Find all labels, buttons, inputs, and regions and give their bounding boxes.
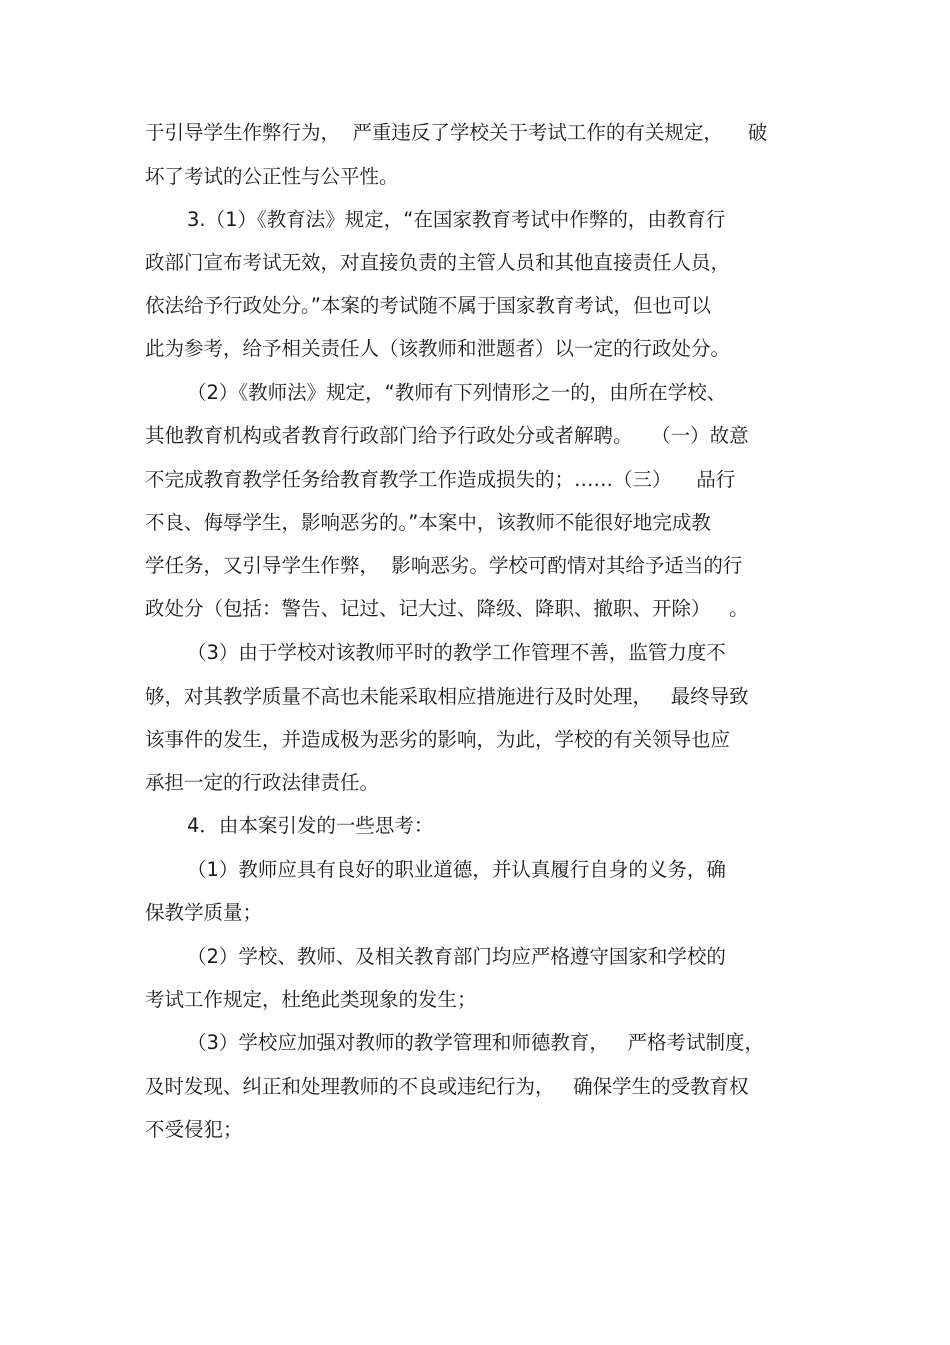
text-line: 学任务，又引导学生作弊， 影响恶劣。学校可酌情对其给予适当的行 [145,554,743,577]
text-line: 该事件的发生，并造成极为恶劣的影响，为此，学校的有关领导也应 [145,728,731,751]
text-line: 够，对其教学质量不高也未能采取相应措施进行及时处理， 最终导致 [145,685,749,708]
text-line: 3.（1）《教育法》规定，“在国家教育考试中作弊的，由教育行 [187,208,726,231]
text-line: 其他教育机构或者教育行政部门给予行政处分或者解聘。 （一）故意 [145,424,749,447]
text-line: 承担一定的行政法律责任。 [145,771,380,794]
text-line: 此为参考，给予相关责任人（该教师和泄题者）以一定的行政处分。 [145,337,731,360]
text-line: 4．由本案引发的一些思考： [187,814,434,837]
text-line: 考试工作规定，杜绝此类现象的发生； [145,988,477,1011]
text-line: 不完成教育教学任务给教育教学工作造成损失的；……（三） 品行 [145,468,736,491]
text-line: 坏了考试的公正性与公平性。 [145,165,399,188]
text-line: 政部门宣布考试无效，对直接负责的主管人员和其他直接责任人员， [145,251,731,274]
text-line: （1）教师应具有良好的职业道德，并认真履行自身的义务，确 [187,858,726,881]
text-line: 依法给予行政处分。”本案的考试随不属于国家教育考试，但也可以 [145,294,711,317]
text-line: 政处分（包括：警告、记过、记大过、降级、降职、撤职、开除） 。 [145,597,749,620]
text-line: （3）学校应加强对教师的教学管理和师德教育， 严格考试制度， [187,1031,765,1054]
text-line: 保教学质量； [145,901,263,924]
text-line: （2）学校、教师、及相关教育部门均应严格遵守国家和学校的 [187,945,726,968]
text-line: 及时发现、纠正和处理教师的不良或违纪行为， 确保学生的受教育权 [145,1075,749,1098]
text-line: （2）《教师法》规定，“教师有下列情形之一的，由所在学校、 [187,381,727,404]
text-line: 不受侵犯； [145,1118,243,1141]
text-line: 于引导学生作弊行为， 严重违反了学校关于考试工作的有关规定， 破 [145,121,768,144]
text-line: 不良、侮辱学生，影响恶劣的。”本案中，该教师不能很好地完成教 [145,511,711,534]
text-line: （3）由于学校对该教师平时的教学工作管理不善，监管力度不 [187,641,726,664]
